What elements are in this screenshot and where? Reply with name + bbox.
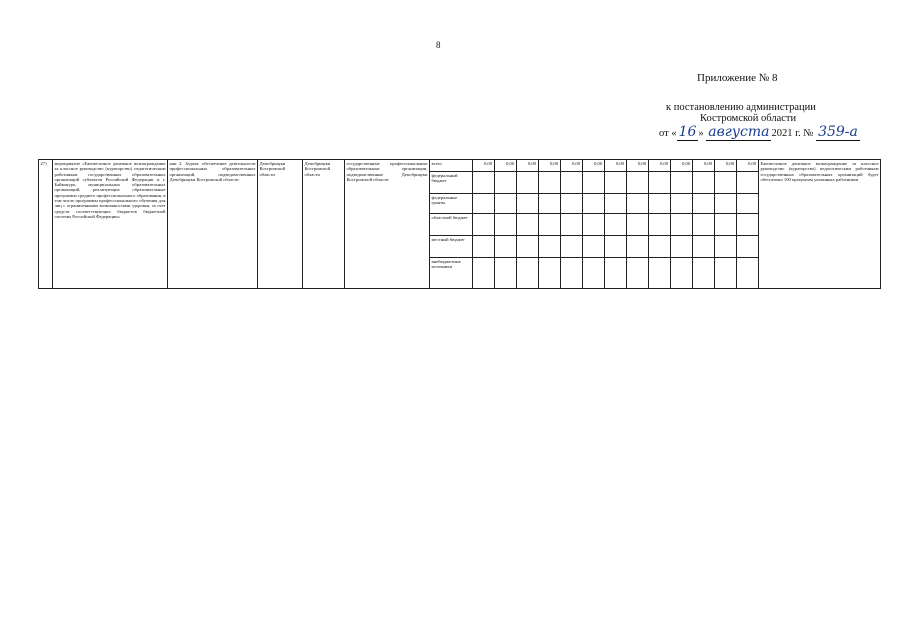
empty-cell — [605, 194, 627, 214]
date-day-handwritten: 16 — [678, 124, 697, 140]
value-cell: 0,00 — [583, 160, 605, 172]
empty-cell — [473, 172, 495, 194]
empty-cell — [539, 214, 561, 236]
empty-cell — [649, 258, 671, 289]
date-year: 2021 г. № — [771, 128, 814, 139]
value-cell: 0,00 — [671, 160, 693, 172]
empty-cell — [539, 172, 561, 194]
empty-cell — [715, 194, 737, 214]
empty-cell — [649, 194, 671, 214]
appendix-date-line — [659, 124, 860, 140]
empty-cell — [583, 214, 605, 236]
doc-number-handwritten: 359-а — [818, 124, 858, 140]
empty-cell — [737, 214, 759, 236]
empty-cell — [539, 258, 561, 289]
empty-cell — [517, 236, 539, 258]
empty-cell — [517, 194, 539, 214]
source-federal-grants: федеральные гранты — [430, 194, 473, 214]
source-total: всего — [430, 160, 473, 172]
empty-cell — [715, 236, 737, 258]
source-extrabudgetary: внебюджетные источники — [430, 258, 473, 289]
empty-cell — [561, 172, 583, 194]
empty-cell — [715, 214, 737, 236]
value-cell: 0,00 — [649, 160, 671, 172]
empty-cell — [561, 194, 583, 214]
empty-cell — [473, 258, 495, 289]
empty-cell — [671, 214, 693, 236]
financing-table — [38, 159, 881, 289]
empty-cell — [693, 172, 715, 194]
value-cell: 0,00 — [539, 160, 561, 172]
value-cell: 0,00 — [693, 160, 715, 172]
value-cell: 0,00 — [715, 160, 737, 172]
empty-cell — [473, 214, 495, 236]
co-executor: Депобрнауки Костромской области — [303, 160, 345, 289]
row-number: 27) — [39, 160, 53, 289]
empty-cell — [495, 172, 517, 194]
empty-cell — [583, 236, 605, 258]
value-cell: 0,00 — [737, 160, 759, 172]
empty-cell — [649, 214, 671, 236]
appendix-subtitle: к постановлению администрации — [666, 102, 816, 113]
source-federal-budget: федеральный бюджет — [430, 172, 473, 194]
value-cell: 0,00 — [605, 160, 627, 172]
date-prefix: от « — [659, 128, 677, 139]
recipients: государственные профессиональные образовательные организации, подведомственные Депобрнауки Костромской области — [345, 160, 430, 289]
empty-cell — [693, 236, 715, 258]
empty-cell — [627, 236, 649, 258]
date-month-handwritten: августа — [708, 124, 770, 140]
empty-cell — [561, 236, 583, 258]
empty-cell — [693, 214, 715, 236]
empty-cell — [473, 236, 495, 258]
activity-description: мероприятие «Ежемесячное денежное вознаграждение за классное руководство (кураторство) педагогическим работникам государственных образовательных организаций субъектов Российской Федерации и г. Байконура, муниципальных образовательных организаций, реализующих образовательные программы среднего профессионального образования, в том числе программы профессионального обучения для лиц с ограниченными возможностями здоровья, за счет средств соответствующих бюджетов бюджетной системы Российской Федерации» — [53, 160, 168, 289]
value-cell: 0,00 — [561, 160, 583, 172]
page-number: 8 — [436, 40, 441, 50]
empty-cell — [517, 258, 539, 289]
empty-cell — [605, 172, 627, 194]
empty-cell — [561, 258, 583, 289]
value-cell: 0,00 — [627, 160, 649, 172]
value-cell: 0,00 — [473, 160, 495, 172]
empty-cell — [693, 194, 715, 214]
expected-result: Ежемесячное денежное вознаграждение за классное руководство (кураторство) педагогическим работникам государственных образовательных организаций будет обеспечено 100 процентам указанных работников — [759, 160, 881, 289]
empty-cell — [495, 194, 517, 214]
empty-cell — [671, 172, 693, 194]
empty-cell — [737, 236, 759, 258]
empty-cell — [627, 194, 649, 214]
empty-cell — [517, 214, 539, 236]
empty-cell — [583, 258, 605, 289]
value-cell: 0,00 — [517, 160, 539, 172]
empty-cell — [539, 194, 561, 214]
empty-cell — [649, 236, 671, 258]
empty-cell — [495, 258, 517, 289]
empty-cell — [737, 194, 759, 214]
empty-cell — [715, 172, 737, 194]
empty-cell — [671, 258, 693, 289]
responsible-executor: Депобрнауки Костромской области — [258, 160, 303, 289]
empty-cell — [605, 258, 627, 289]
empty-cell — [693, 258, 715, 289]
empty-cell — [583, 194, 605, 214]
date-mid: » — [698, 128, 704, 139]
empty-cell — [605, 236, 627, 258]
empty-cell — [715, 258, 737, 289]
empty-cell — [671, 194, 693, 214]
value-cell: 0,00 — [495, 160, 517, 172]
empty-cell — [517, 172, 539, 194]
empty-cell — [649, 172, 671, 194]
source-regional-budget: областной бюджет — [430, 214, 473, 236]
empty-cell — [671, 236, 693, 258]
empty-cell — [627, 214, 649, 236]
empty-cell — [495, 214, 517, 236]
empty-cell — [561, 214, 583, 236]
empty-cell — [583, 172, 605, 194]
empty-cell — [737, 258, 759, 289]
appendix-title: Приложение № 8 — [697, 72, 778, 84]
empty-cell — [737, 172, 759, 194]
task-description: анн 2. Задача: обеспечение деятельности профессиональных образовательных организаций, подведомственных Депобрнауки Костромской области — [168, 160, 258, 289]
empty-cell — [627, 172, 649, 194]
empty-cell — [627, 258, 649, 289]
empty-cell — [539, 236, 561, 258]
source-local-budget: местный бюджет — [430, 236, 473, 258]
empty-cell — [605, 214, 627, 236]
empty-cell — [495, 236, 517, 258]
appendix-region: Костромской области — [700, 113, 797, 124]
empty-cell — [473, 194, 495, 214]
